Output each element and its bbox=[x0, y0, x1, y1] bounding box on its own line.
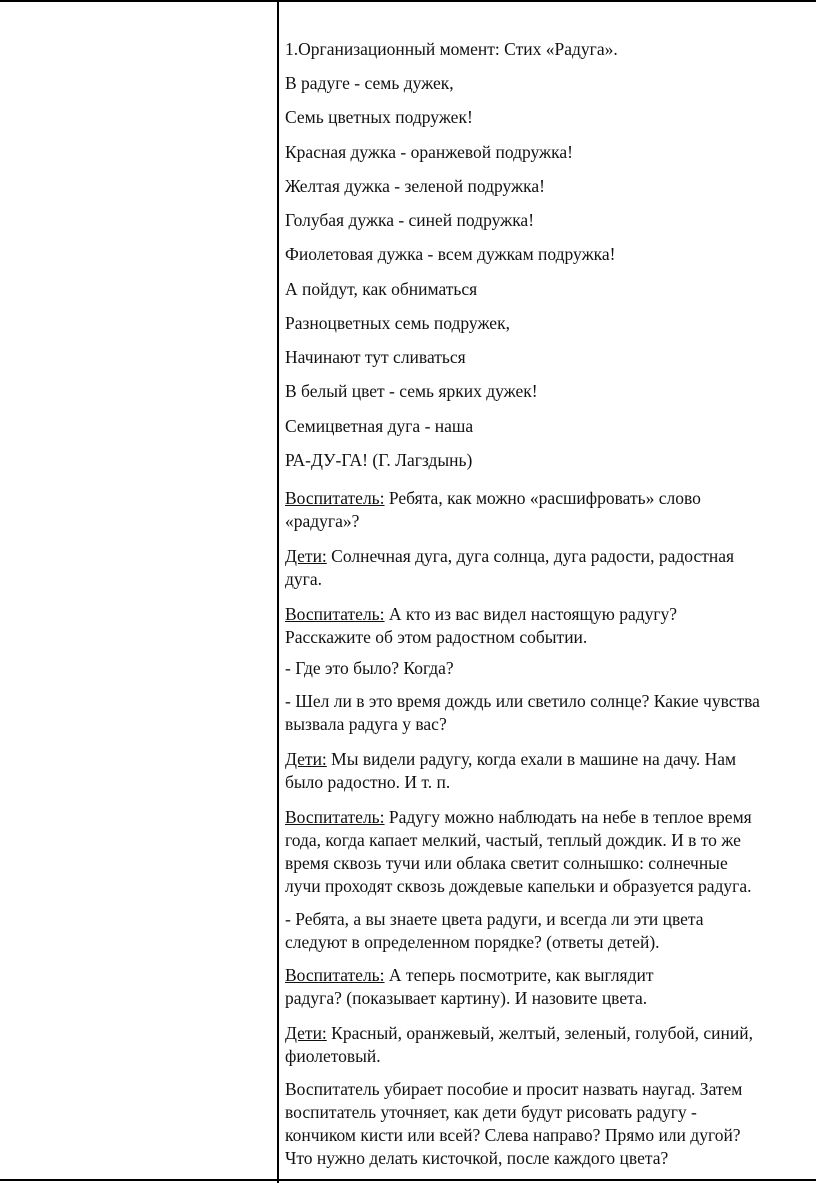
lesson-line: дуга. bbox=[285, 569, 322, 589]
speaker-label: Воспитатель: bbox=[285, 488, 385, 508]
speech-text: Красный, оранжевый, желтый, зеленый, голубой, синий, bbox=[326, 1023, 753, 1043]
lesson-line: Желтая дужка - зеленой подружка! bbox=[285, 176, 545, 196]
speaker-label: Дети: bbox=[285, 749, 327, 769]
speech-text: Ребята, как можно «расшифровать» слово bbox=[384, 488, 701, 508]
lesson-line: радуга? (показывает картину). И назовите цвета. bbox=[285, 988, 648, 1008]
speaker-label: Воспитатель: bbox=[285, 965, 385, 985]
lesson-line: Семицветная дуга - наша bbox=[285, 416, 474, 436]
lesson-line: - Шел ли в это время дождь или светило солнце? Какие чувства bbox=[285, 691, 760, 711]
lesson-line bbox=[285, 487, 701, 510]
lesson-line: В белый цвет - семь ярких дужек! bbox=[285, 381, 538, 401]
lesson-line: время сквозь тучи или облака светит солнышко: солнечные bbox=[285, 853, 728, 873]
lesson-line: - Где это было? Когда? bbox=[285, 658, 454, 678]
speech-text: Мы видели радугу, когда ехали в машине на дачу. Нам bbox=[326, 749, 737, 769]
lesson-line: Воспитатель убирает пособие и просит назвать наугад. Затем bbox=[285, 1079, 743, 1099]
lesson-line: фиолетовый. bbox=[285, 1046, 381, 1066]
speech-text: Радугу можно наблюдать на небе в теплое время bbox=[384, 807, 752, 827]
lesson-line: Расскажите об этом радостном событии. bbox=[285, 627, 588, 647]
speaker-label: Дети: bbox=[285, 546, 327, 566]
speech-text: А кто из вас видел настоящую радугу? bbox=[384, 604, 678, 624]
lesson-line: Разноцветных семь подружек, bbox=[285, 313, 510, 333]
lesson-line: РА-ДУ-ГА! (Г. Лагздынь) bbox=[285, 450, 473, 470]
speaker-label: Воспитатель: bbox=[285, 807, 385, 827]
lesson-line bbox=[285, 748, 736, 771]
lesson-line: 1.Организационный момент: Стих «Радуга». bbox=[285, 39, 618, 59]
lesson-line: Начинают тут сливаться bbox=[285, 347, 466, 367]
lesson-line bbox=[285, 964, 654, 987]
lesson-line: кончиком кисти или всей? Слева направо? Прямо или дугой? bbox=[285, 1125, 741, 1145]
lesson-line bbox=[285, 1022, 753, 1045]
lesson-line bbox=[285, 545, 734, 568]
lesson-line: Семь цветных подружек! bbox=[285, 107, 473, 127]
lesson-line bbox=[285, 603, 677, 626]
lesson-line: воспитатель уточняет, как дети будут рисовать радугу - bbox=[285, 1102, 697, 1122]
lesson-line bbox=[285, 806, 752, 829]
speaker-label: Воспитатель: bbox=[285, 604, 385, 624]
column-divider bbox=[277, 2, 279, 1183]
lesson-line: лучи проходят сквозь дождевые капельки и образуется радуга. bbox=[285, 876, 752, 896]
speaker-label: Дети: bbox=[285, 1023, 327, 1043]
lesson-line: Фиолетовая дужка - всем дужкам подружка! bbox=[285, 244, 616, 264]
lesson-line: Голубая дужка - синей подружка! bbox=[285, 210, 535, 230]
lesson-line: А пойдут, как обниматься bbox=[285, 279, 478, 299]
lesson-line: Красная дужка - оранжевой подружка! bbox=[285, 142, 573, 162]
lesson-line: В радуге - семь дужек, bbox=[285, 73, 454, 93]
lesson-line: - Ребята, а вы знаете цвета радуги, и всегда ли эти цвета bbox=[285, 909, 704, 929]
lesson-line: следуют в определенном порядке? (ответы детей). bbox=[285, 932, 660, 952]
speech-text: Солнечная дуга, дуга солнца, дуга радости, радостная bbox=[326, 546, 735, 566]
speech-text: А теперь посмотрите, как выглядит bbox=[384, 965, 654, 985]
lesson-line: было радостно. И т. п. bbox=[285, 772, 451, 792]
lesson-line: «радуга»? bbox=[285, 511, 360, 531]
lesson-line: года, когда капает мелкий, частый, теплый дождик. И в то же bbox=[285, 830, 741, 850]
lesson-line: Что нужно делать кисточкой, после каждого цвета? bbox=[285, 1148, 669, 1168]
lesson-line: вызвала радуга у вас? bbox=[285, 714, 447, 734]
